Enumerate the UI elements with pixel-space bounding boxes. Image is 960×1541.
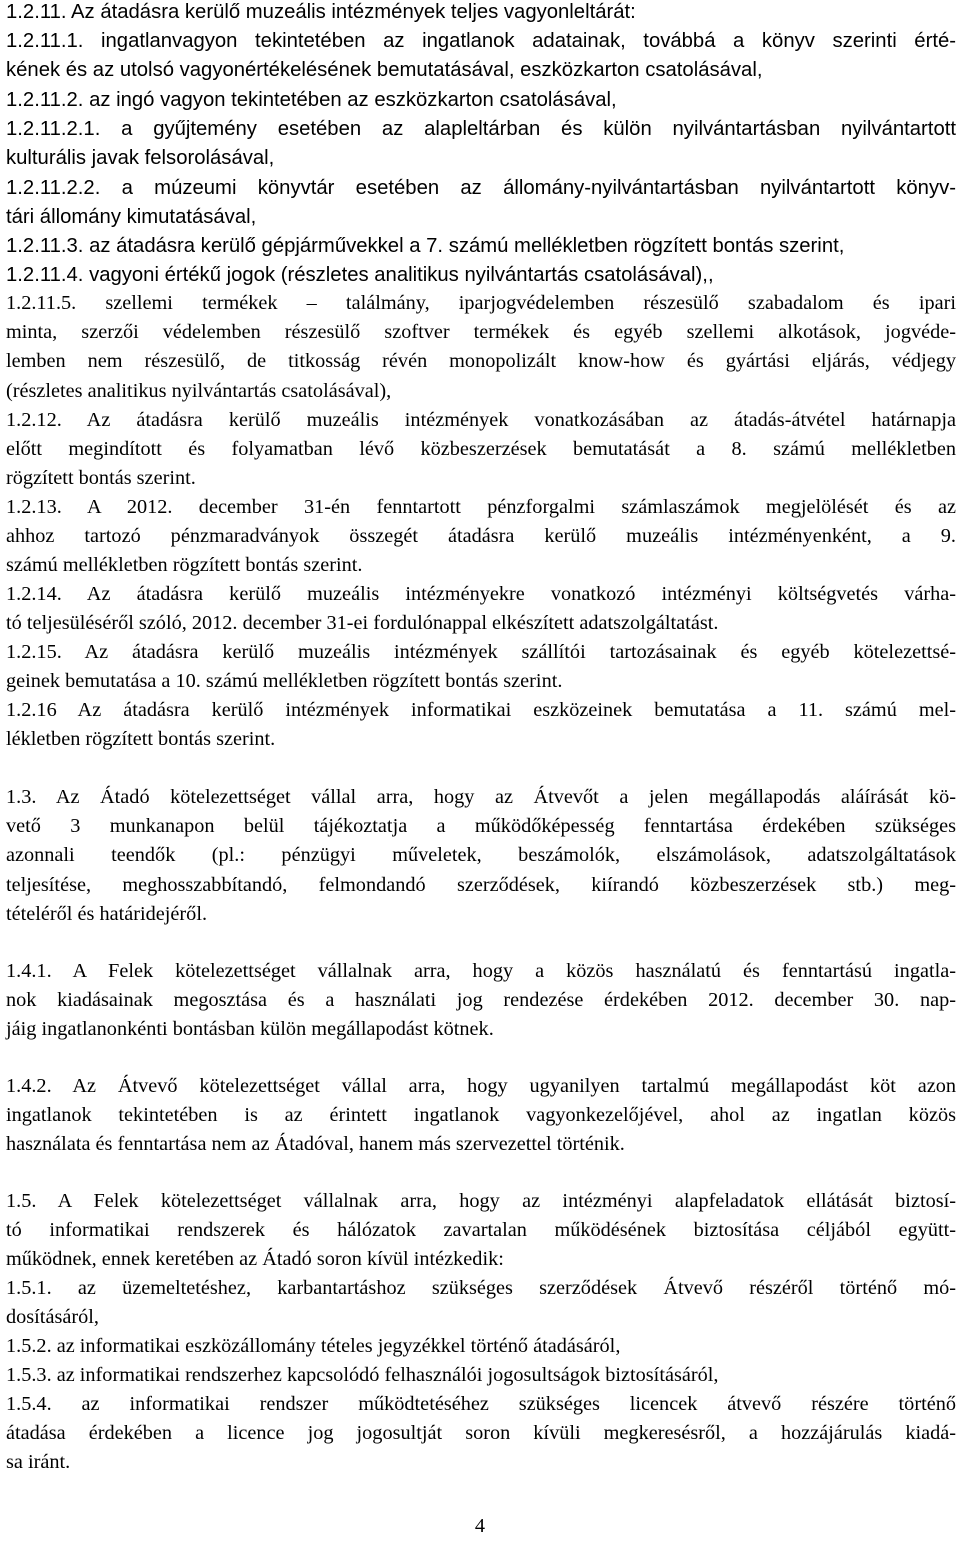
paragraph-1-2-11-4 xyxy=(6,261,956,290)
paragraph-1-2-12 xyxy=(6,406,956,494)
text-line: 1.5.2. az informatikai eszközállomány tételes jegyzékkel történő átadásáról, xyxy=(6,1335,621,1357)
text-line: számú mellékletben rögzített bontás szerint. xyxy=(6,554,363,577)
paragraph-1-2-11-2 xyxy=(6,86,956,115)
paragraph-1-5-1 xyxy=(6,1274,956,1332)
paragraph-1-2-11-1 xyxy=(6,27,956,86)
paragraph-1-2-11 xyxy=(6,0,956,27)
paragraph-1-5-4 xyxy=(6,1390,956,1478)
text-line: 1.2.12. Az átadásra kerülő muzeális intézmények vonatkozásában az átadás-átvétel határnapja xyxy=(6,409,956,431)
paragraph-1-2-16 xyxy=(6,696,956,754)
text-line: 1.2.11.2.1. a gyűjtemény esetében az alapleltárban és külön nyilvántartásban nyilvántartott xyxy=(6,118,956,140)
paragraph-1-3 xyxy=(6,783,956,929)
text-line: nok kiadásainak megosztása és a használati jog rendezése érdekében 2012. december 30. nap- xyxy=(6,989,956,1012)
paragraph-1-2-15 xyxy=(6,638,956,696)
text-line: tó teljesüléséről szóló, 2012. december 31-ei fordulónappal elkészített adatszolgáltatást. xyxy=(6,612,719,635)
text-line: 1.2.11.4. vagyoni értékű jogok (részletes analitikus nyilvántartás csatolásával),, xyxy=(6,264,714,286)
text-line: geinek bemutatása a 10. számú mellékletben rögzített bontás szerint. xyxy=(6,670,563,693)
text-line: működnek, ennek keretében az Átadó soron kívül intézkedik: xyxy=(6,1248,504,1271)
text-line: 1.2.11.2.2. a múzeumi könyvtár esetében az állomány-nyilvántartásban nyilvántartott könyv- xyxy=(6,177,956,199)
text-line: kének és az utolsó vagyonértékelésének bemutatásával, eszközkarton csatolásával, xyxy=(6,59,763,82)
text-line: 1.3. Az Átadó kötelezettséget vállal arra, hogy az Átvevőt a jelen megállapodás aláírását kö- xyxy=(6,786,956,808)
text-line: tári állomány kimutatásával, xyxy=(6,206,257,229)
text-line: 1.2.15. Az átadásra kerülő muzeális intézmények szállítói tartozásainak és egyéb kötelezettsé- xyxy=(6,641,956,663)
paragraph-1-4-2 xyxy=(6,1072,956,1160)
paragraph-1-5-3 xyxy=(6,1361,956,1390)
text-line: tó informatikai rendszerek és hálózatok zavartalan működésének biztosítása céljából együtt- xyxy=(6,1219,956,1242)
text-line: 1.5.4. az informatikai rendszer működtetéséhez szükséges licencek átvevő részére történő xyxy=(6,1393,956,1415)
text-line: 1.5.1. az üzemeltetéshez, karbantartáshoz szükséges szerződések Átvevő részéről történő mó- xyxy=(6,1277,956,1299)
text-line: jáig ingatlanonkénti bontásban külön megállapodást kötnek. xyxy=(6,1018,494,1041)
paragraph-1-4-1 xyxy=(6,957,956,1045)
text-line: 1.2.11. Az átadásra kerülő muzeális intézmények teljes vagyonleltárát: xyxy=(6,1,636,23)
text-line: 1.5. A Felek kötelezettséget vállalnak arra, hogy az intézményi alapfeladatok ellátását biztosí- xyxy=(6,1190,956,1212)
text-line: használata és fenntartása nem az Átadóval, hanem más szervezettel történik. xyxy=(6,1133,625,1156)
paragraph-1-2-11-2-2 xyxy=(6,174,956,233)
text-line: ahhoz tartozó pénzmaradványok összegét átadásra kerülő muzeális intézményenként, a 9. xyxy=(6,525,956,548)
text-line: teljesítése, meghosszabbítandó, felmondandó szerződések, kiírandó közbeszerzések stb.) meg- xyxy=(6,873,956,896)
text-line: átadása érdekében a licence jog jogosultját soron kívüli megkeresésről, a hozzájárulás kiadá- xyxy=(6,1422,956,1445)
text-line: 1.4.1. A Felek kötelezettséget vállalnak arra, hogy a közös használatú és fenntartású ingatla- xyxy=(6,960,956,982)
text-line: 1.4.2. Az Átvevő kötelezettséget vállal arra, hogy ugyanilyen tartalmú megállapodást köt azon xyxy=(6,1075,956,1097)
text-line: (részletes analitikus nyilvántartás csatolásával), xyxy=(6,379,392,402)
text-line: lemben nem részesülő, de titkosság révén monopolizált know-how és gyártási eljárás, védjegy xyxy=(6,350,956,373)
text-line: 1.5.3. az informatikai rendszerhez kapcsolódó felhasználói jogosultságok biztosításáról, xyxy=(6,1364,719,1386)
paragraph-1-5-2 xyxy=(6,1332,956,1361)
page-number: 4 xyxy=(474,1515,486,1537)
text-line: rögzített bontás szerint. xyxy=(6,467,196,490)
text-line: vető 3 munkanapon belül tájékoztatja a működőképesség fenntartása érdekében szükséges xyxy=(6,815,956,838)
text-line: 1.2.11.2. az ingó vagyon tekintetében az eszközkarton csatolásával, xyxy=(6,89,617,111)
text-line: előtt megindított és folyamatban lévő közbeszerzések bemutatását a 8. számú mellékletben xyxy=(6,438,956,461)
text-line: sa iránt. xyxy=(6,1451,71,1474)
text-line: azonnali teendők (pl.: pénzügyi műveletek, beszámolók, elszámolások, adatszolgáltatások xyxy=(6,844,956,867)
text-line: minta, szerzői védelemben részesülő szoftver termékek és egyéb szellemi alkotások, jogvéde- xyxy=(6,321,956,344)
paragraph-1-2-11-3 xyxy=(6,232,956,261)
text-line: 1.2.11.1. ingatlanvagyon tekintetében az ingatlanok adatainak, továbbá a könyv szerinti érté- xyxy=(6,30,956,52)
text-line: 1.2.11.5. szellemi termékek – találmány, iparjogvédelemben részesülő szabadalom és ipari xyxy=(6,292,956,314)
paragraph-1-2-11-5 xyxy=(6,289,956,406)
text-line: dosításáról, xyxy=(6,1306,99,1329)
paragraph-1-5 xyxy=(6,1187,956,1275)
text-line: 1.2.16 Az átadásra kerülő intézmények informatikai eszközeinek bemutatása a 11. számú mel- xyxy=(6,699,956,721)
text-line: lékletben rögzített bontás szerint. xyxy=(6,728,276,751)
paragraph-1-2-11-2-1 xyxy=(6,115,956,174)
text-line: kulturális javak felsorolásával, xyxy=(6,147,275,170)
text-line: ingatlanok tekintetében is az érintett ingatlanok vagyonkezelőjével, ahol az ingatlan közös xyxy=(6,1104,956,1127)
text-line: 1.2.14. Az átadásra kerülő muzeális intézményekre vonatkozó intézményi költségvetés várha- xyxy=(6,583,956,605)
text-line: tételéről és határidejéről. xyxy=(6,902,208,925)
text-line: 1.2.11.3. az átadásra kerülő gépjárművekkel a 7. számú mellékletben rögzített bontás szerint, xyxy=(6,235,845,257)
paragraph-1-2-13 xyxy=(6,493,956,581)
paragraph-1-2-14 xyxy=(6,580,956,638)
text-line: 1.2.13. A 2012. december 31-én fenntartott pénzforgalmi számlaszámok megjelölését és az xyxy=(6,496,956,518)
